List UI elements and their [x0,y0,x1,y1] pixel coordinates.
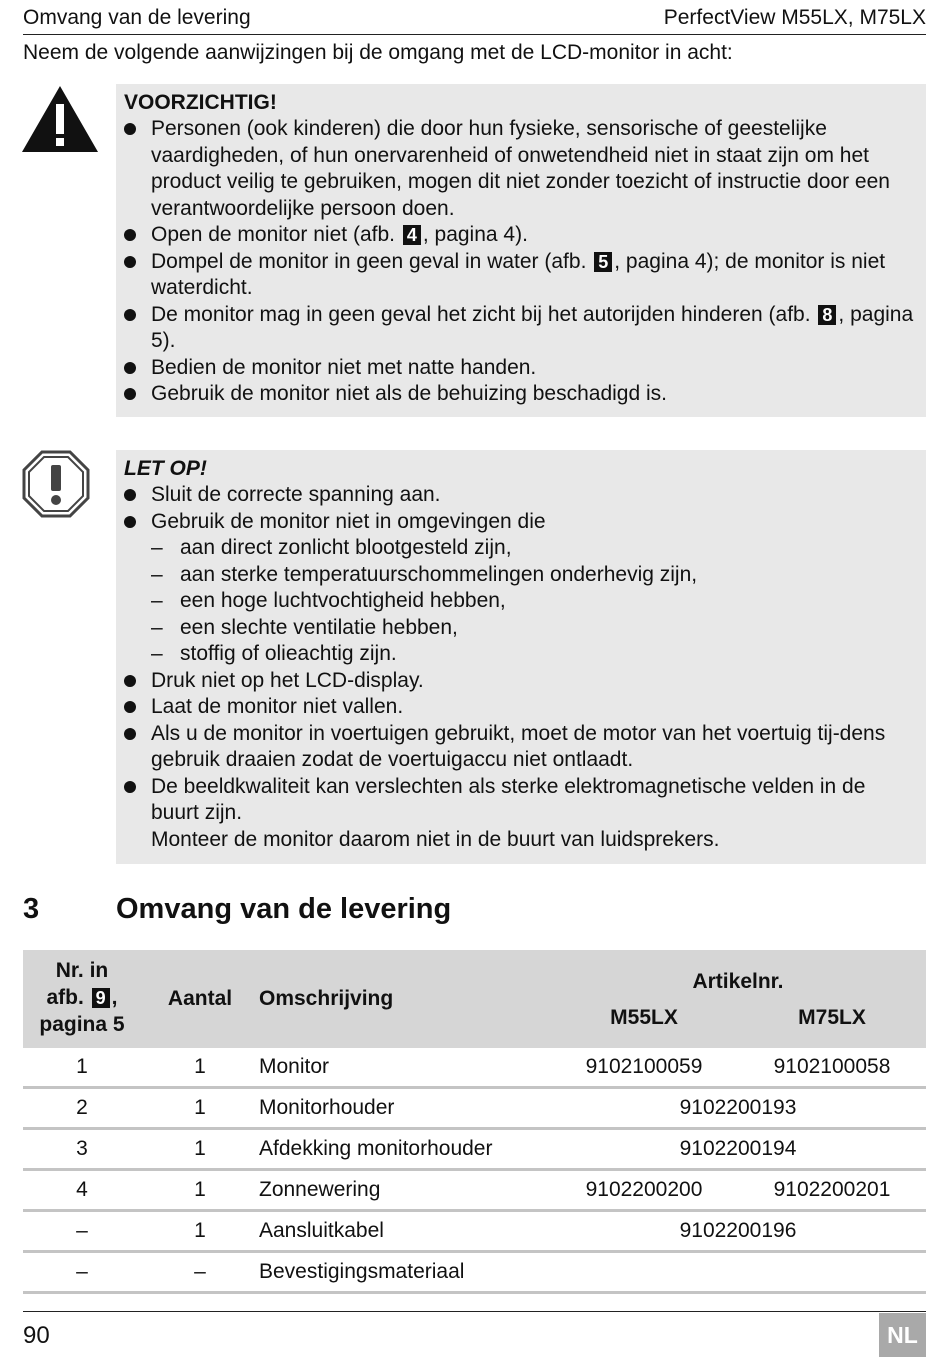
sub-list-item: – aan direct zonlicht blootgesteld zijn, [151,536,512,559]
footer-rule [23,1311,926,1312]
col-header-desc: Omschrijving [259,950,550,1048]
figure-ref-badge: 5 [594,252,612,272]
list-item: Sluit de correcte spanning aan. [124,482,916,509]
list-item: Personen (ook kinderen) die door hun fysieke, sensorische of geestelijke vaardigheden, of hun onervarenheid of onwetendheid niet in staat zijn om het product veilig te gebruiken, mogen dit niet zonder toezicht of instructie door een verantwoordelijke persoon doen. [124,116,916,222]
language-tab: NL [879,1313,926,1357]
list-item: De monitor mag in geen geval het zicht bij het autorijden hinderen (afb. 8 , pagina 5). [124,302,916,355]
notice-title: LET OP! [124,457,207,480]
sub-list-item: – een hoge luchtvochtigheid hebben, [151,589,506,612]
figure-ref-badge: 8 [818,305,836,325]
caution-box [116,84,926,417]
bullet-icon [124,256,136,268]
delivery-table [23,950,926,1294]
sub-list-item: – aan sterke temperatuurschommelingen onderhevig zijn, [151,562,698,586]
table-row: 1 1 Monitor 9102100059 9102100058 [23,1048,926,1088]
list-item: Gebruik de monitor niet als de behuizing beschadigd is. [124,381,916,408]
warning-triangle-icon [22,86,98,152]
bullet-icon [124,489,136,501]
list-item: Bedien de monitor niet met natte handen. [124,355,916,382]
list-item: Druk niet op het LCD-display. [124,668,916,695]
table-row: – 1 Aansluitkabel 9102200196 [23,1211,926,1252]
col-header-artikel: Artikelnr. [550,950,926,1000]
intro-text: Neem de volgende aanwijzingen bij de omgang met de LCD-monitor in acht: [23,41,733,64]
list-item: Dompel de monitor in geen geval in water (afb. 5 , pagina 4); de monitor is niet waterdicht. [124,249,916,302]
list-item: Open de monitor niet (afb. 4 , pagina 4). [124,222,916,249]
col-header-m55: M55LX [550,1000,738,1048]
bullet-icon [124,675,136,687]
bullet-icon [124,388,136,400]
table-row: 2 1 Monitorhouder 9102200193 [23,1088,926,1129]
col-header-nr: Nr. in afb. 9 , pagina 5 [23,950,141,1048]
sub-list-item: – stoffig of olieachtig zijn. [151,642,397,665]
bullet-icon [124,229,136,241]
section-number: 3 [23,893,40,925]
bullet-icon [124,516,136,528]
bullet-icon [124,309,136,321]
figure-ref-badge: 4 [403,225,421,245]
header-product: PerfectView M55LX, M75LX [663,6,926,29]
list-item: Gebruik de monitor niet in omgevingen die [124,509,916,536]
header-chapter: Omvang van de levering [23,6,251,29]
caution-title: VOORZICHTIG! [124,91,277,114]
page-number: 90 [23,1322,50,1349]
bullet-icon [124,701,136,713]
bullet-icon [124,123,136,135]
col-header-qty: Aantal [141,950,259,1048]
figure-ref-badge: 9 [92,988,110,1008]
exclamation-octagon-icon [22,450,90,518]
list-item: Laat de monitor niet vallen. [124,694,916,721]
list-item-continuation: Monteer de monitor daarom niet in de buurt van luidsprekers. [151,827,720,851]
list-item: De beeldkwaliteit kan verslechten als sterke elektromagnetische velden in de buurt zijn. [124,774,916,827]
sub-list-item: – een slechte ventilatie hebben, [151,615,458,639]
table-row: 4 1 Zonnewering 9102200200 9102200201 [23,1170,926,1211]
notice-box [116,450,926,864]
running-header [23,4,926,35]
table-row: – – Bevestigingsmateriaal [23,1252,926,1293]
bullet-icon [124,781,136,793]
list-item: Als u de monitor in voertuigen gebruikt, moet de motor van het voertuig tij-dens gebruik draaien zodat de voertuigaccu niet ontlaadt. [124,721,916,774]
bullet-icon [124,362,136,374]
bullet-icon [124,728,136,740]
section-title: Omvang van de levering [116,893,452,925]
col-header-m75: M75LX [738,1000,926,1048]
table-row: 3 1 Afdekking monitorhouder 9102200194 [23,1129,926,1170]
section-heading [23,893,451,926]
